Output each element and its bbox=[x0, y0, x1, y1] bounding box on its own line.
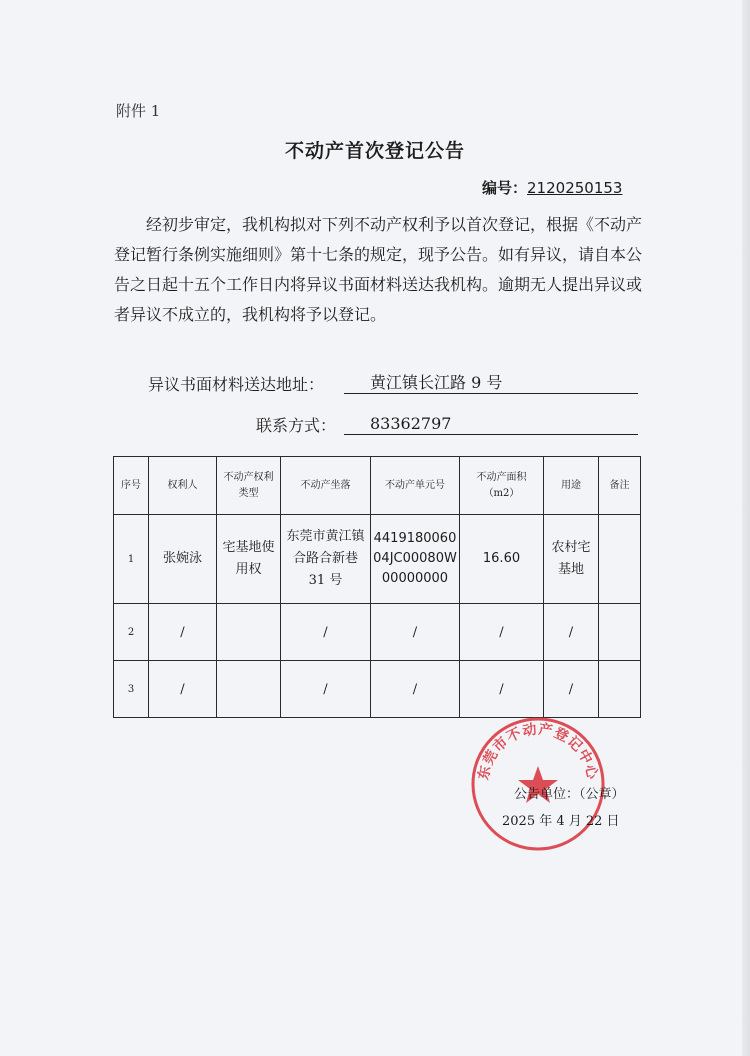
header-cell: 不动产面积（m2） bbox=[460, 457, 544, 515]
remarks-cell bbox=[599, 604, 641, 661]
table-header-row bbox=[114, 457, 641, 515]
objection-address-row bbox=[148, 372, 640, 396]
contact-row bbox=[256, 413, 640, 437]
remarks-cell bbox=[599, 515, 641, 604]
attachment-label: 附件 1 bbox=[116, 102, 161, 120]
table-row bbox=[114, 604, 641, 661]
right-type-cell bbox=[217, 604, 281, 661]
header-cell: 用途 bbox=[544, 457, 599, 515]
objection-address-value: 黄江镇长江路 9 号 bbox=[344, 372, 638, 394]
remarks-cell bbox=[599, 661, 641, 718]
row-number-cell: 3 bbox=[114, 661, 149, 718]
header-cell: 权利人 bbox=[149, 457, 217, 515]
area-cell: / bbox=[460, 604, 544, 661]
contact-value: 83362797 bbox=[344, 413, 638, 435]
serial-value: 2120250153 bbox=[527, 179, 623, 197]
header-cell: 不动产单元号 bbox=[371, 457, 460, 515]
right-type-cell bbox=[217, 661, 281, 718]
serial-label: 编号： bbox=[482, 179, 528, 197]
location-cell: / bbox=[281, 604, 371, 661]
table-row bbox=[114, 661, 641, 718]
row-number-cell: 2 bbox=[114, 604, 149, 661]
signature-date: 2025 年 4 月 22 日 bbox=[502, 814, 620, 829]
objection-address-label: 异议书面材料送达地址： bbox=[148, 375, 325, 394]
area-cell: / bbox=[460, 661, 544, 718]
right-type-cell: 宅基地使用权 bbox=[217, 515, 281, 604]
seal-text: 东莞市不动产登记中心 bbox=[475, 721, 601, 782]
location-cell: / bbox=[281, 661, 371, 718]
signature-unit: 公告单位：（公章） bbox=[514, 787, 625, 802]
table-row bbox=[114, 515, 641, 604]
notice-title: 不动产首次登记公告 bbox=[284, 140, 465, 162]
rights-holder-cell: 张婉泳 bbox=[149, 515, 217, 604]
unit-number-cell: 441918006004JC00080W00000000 bbox=[371, 515, 460, 604]
location-cell: 东莞市黄江镇合路合新巷 31 号 bbox=[281, 515, 371, 604]
header-cell: 备注 bbox=[599, 457, 641, 515]
rights-holder-cell: / bbox=[149, 661, 217, 718]
usage-cell: 农村宅基地 bbox=[544, 515, 599, 604]
usage-cell: / bbox=[544, 604, 599, 661]
usage-cell: / bbox=[544, 661, 599, 718]
unit-number-cell: / bbox=[371, 604, 460, 661]
notice-body: 经初步审定，我机构拟对下列不动产权利予以首次登记，根据《不动产登记暂行条例实施细则》第十七条的规定，现予公告。如有异议，请自本公告之日起十五个工作日内将异议书面材料送达我机构。逾期无人提出异议或者异议不成立的，我机构将予以登记。 bbox=[114, 215, 643, 324]
area-cell: 16.60 bbox=[460, 515, 544, 604]
unit-number-cell: / bbox=[371, 661, 460, 718]
rights-holder-cell: / bbox=[149, 604, 217, 661]
registration-table bbox=[113, 456, 641, 718]
contact-label: 联系方式： bbox=[256, 416, 337, 435]
serial-number bbox=[482, 177, 622, 198]
header-cell: 不动产坐落 bbox=[281, 457, 371, 515]
header-cell: 序号 bbox=[114, 457, 149, 515]
header-cell: 不动产权利类型 bbox=[217, 457, 281, 515]
row-number-cell: 1 bbox=[114, 515, 149, 604]
